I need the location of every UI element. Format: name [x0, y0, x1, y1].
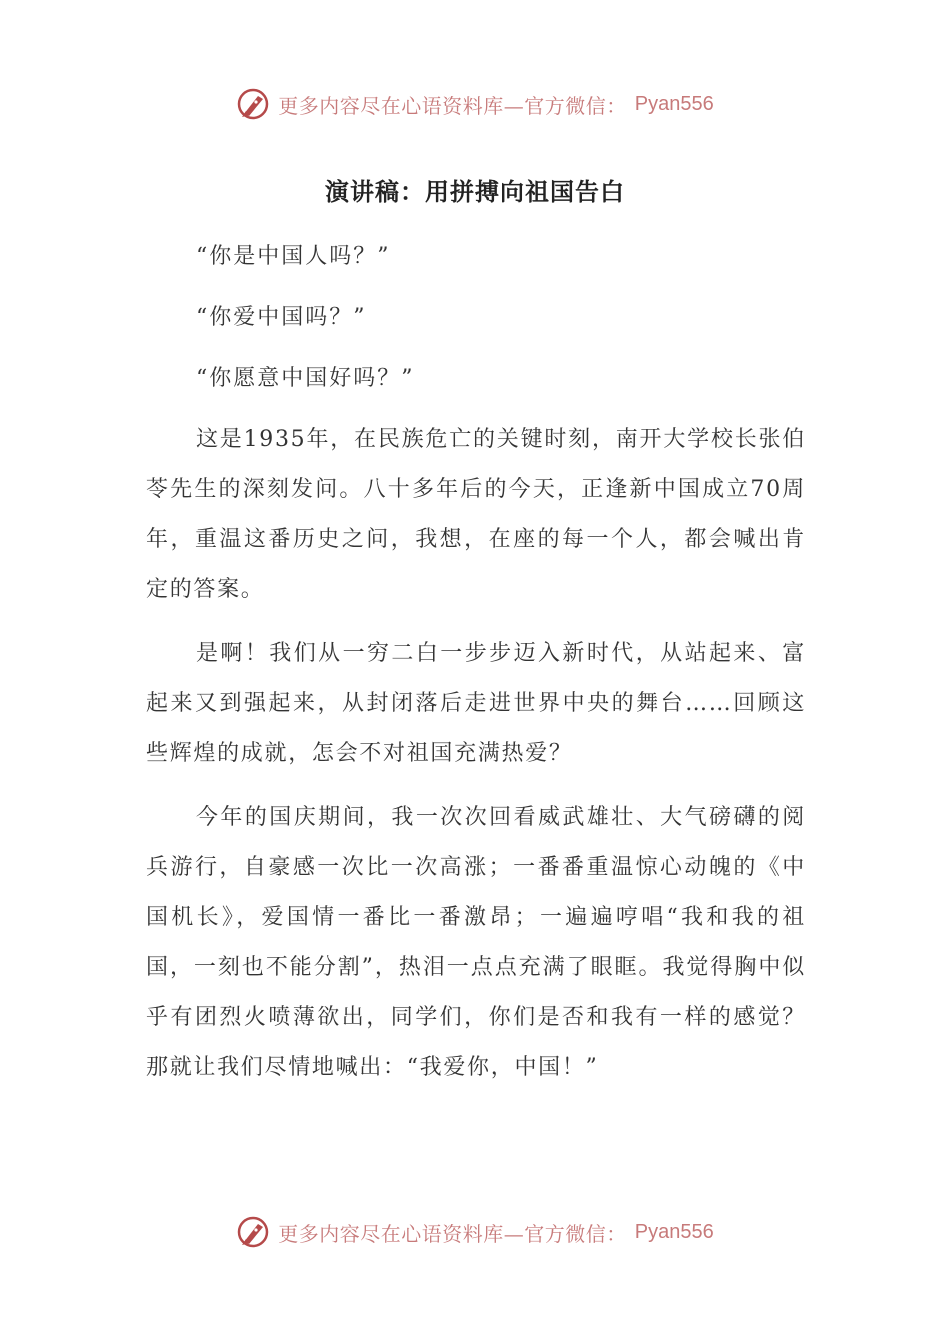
- footer-banner-contact: Pyan556: [634, 1220, 714, 1243]
- header-banner: [0, 84, 950, 124]
- pen-nib-logo-icon: [236, 1215, 270, 1249]
- document-body: [146, 232, 806, 1093]
- body-paragraph: 是啊！我们从一穷二白一步步迈入新时代，从站起来、富起来又到强起来，从封闭落后走进世界中央的舞台……回顾这些辉煌的成就，怎会不对祖国充满热爱？: [146, 641, 806, 766]
- document-title: 演讲稿：用拼搏向祖国告白: [325, 178, 625, 206]
- footer-banner-text: 更多内容尽在心语资料库—官方微信：: [278, 1221, 627, 1246]
- header-banner-text: 更多内容尽在心语资料库—官方微信：: [278, 93, 627, 118]
- header-banner-contact: Pyan556: [634, 92, 714, 115]
- body-paragraph: 这是1935年，在民族危亡的关键时刻，南开大学校长张伯苓先生的深刻发问。八十多年后的今天，正逢新中国成立70周年，重温这番历史之问，我想，在座的每一个人，都会喊出肯定的答案。: [146, 427, 806, 602]
- footer-banner: [0, 1212, 950, 1252]
- body-paragraph: 今年的国庆期间，我一次次回看威武雄壮、大气磅礴的阅兵游行，自豪感一次比一次高涨；一番番重温惊心动魄的《中国机长》，爱国情一番比一番激昂；一遍遍哼唱“我和我的祖国，一刻也不能分割”，热泪一点点充满了眼眶。我觉得胸中似乎有团烈火喷薄欲出，同学们，你们是否和我有一样的感觉？那就让我们尽情地喊出：“我爱你，中国！”: [146, 805, 806, 1080]
- question-line: “你爱中国吗？”: [196, 305, 367, 330]
- question-line: “你愿意中国好吗？”: [196, 366, 415, 391]
- question-line: “你是中国人吗？”: [196, 244, 391, 269]
- pen-nib-logo-icon: [236, 87, 270, 121]
